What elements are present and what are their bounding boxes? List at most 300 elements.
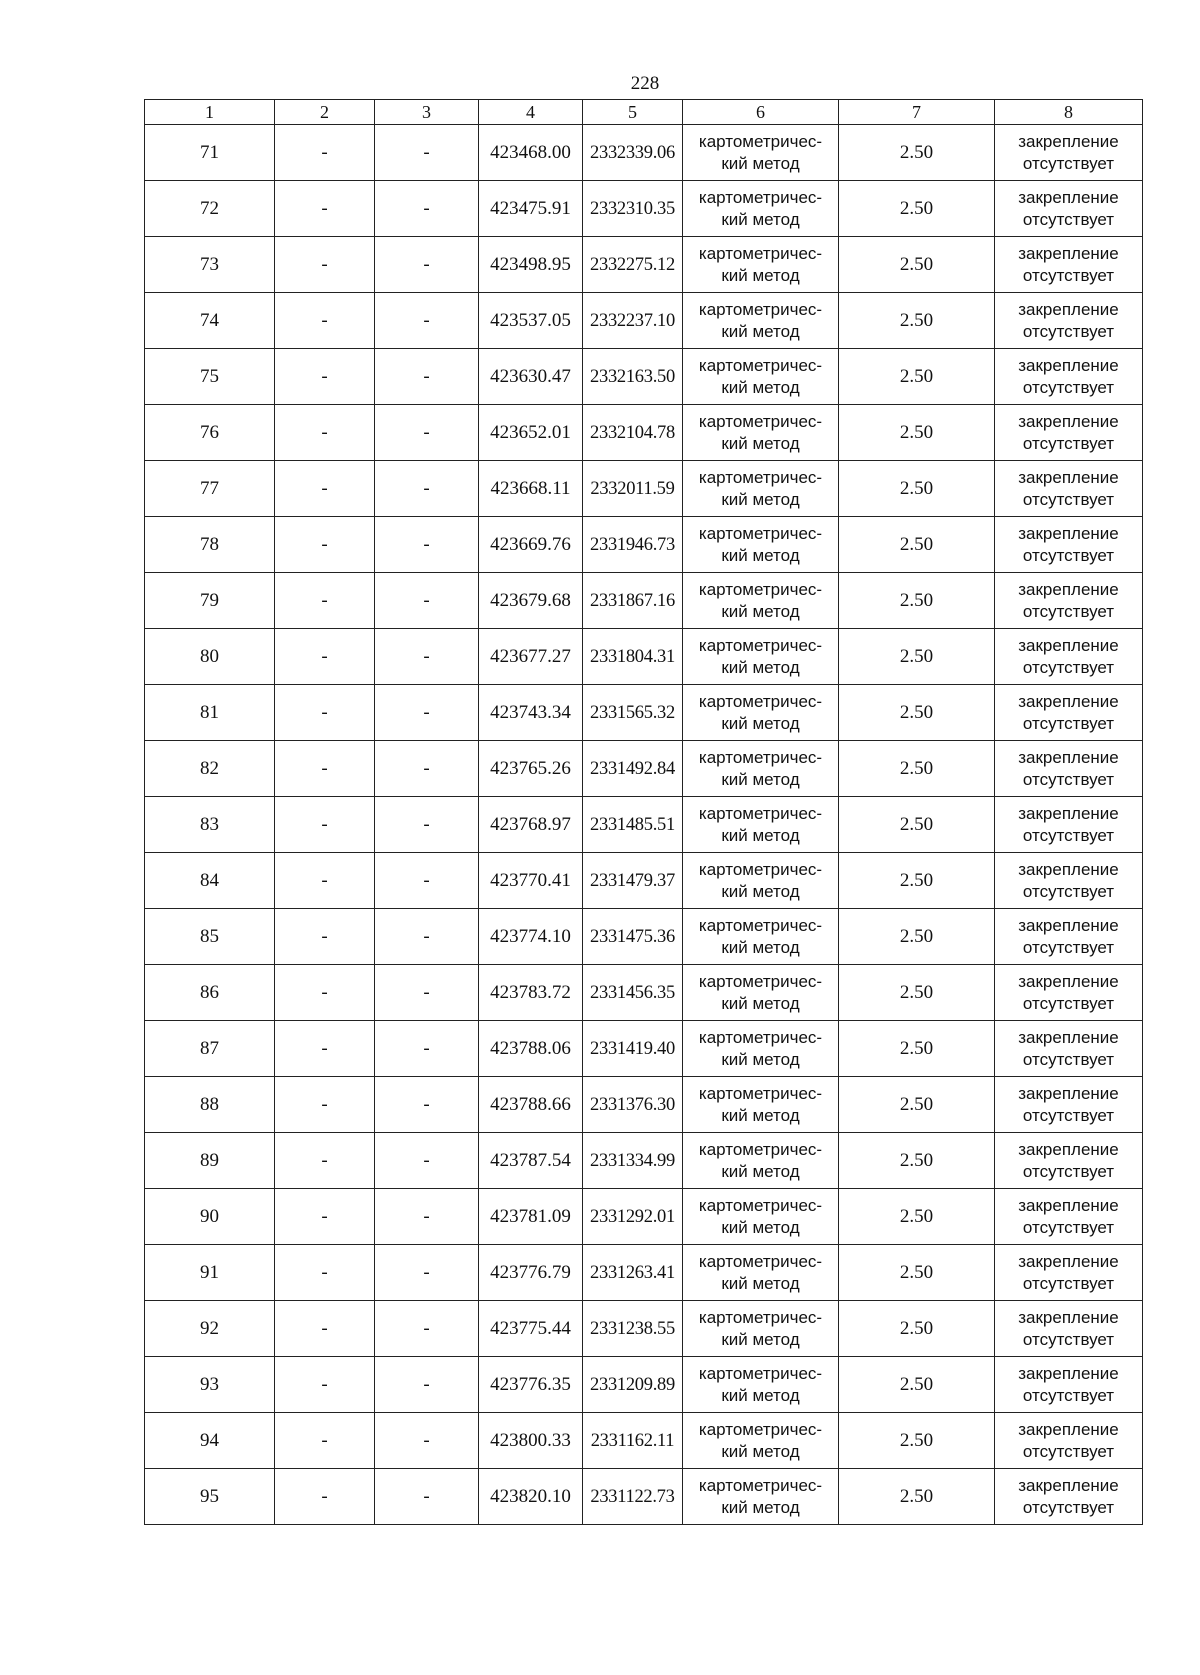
fixing-description-cell bbox=[995, 741, 1143, 797]
fixing-line: отсутствует bbox=[1022, 937, 1115, 957]
accuracy-cell: 2.50 bbox=[839, 1021, 995, 1077]
col2-cell: - bbox=[275, 573, 375, 629]
point-number-cell: 93 bbox=[145, 1357, 275, 1413]
x-coordinate-cell: 423677.27 bbox=[479, 629, 583, 685]
x-coordinate-cell: 423652.01 bbox=[479, 405, 583, 461]
fixing-line: закрепление bbox=[1018, 859, 1119, 879]
table-row bbox=[145, 741, 1143, 797]
fixing-description-cell bbox=[995, 573, 1143, 629]
point-number-cell: 77 bbox=[145, 461, 275, 517]
fixing-line: отсутствует bbox=[1022, 433, 1115, 453]
table-row bbox=[145, 1301, 1143, 1357]
table-row bbox=[145, 461, 1143, 517]
method-cell bbox=[683, 853, 839, 909]
x-coordinate-cell: 423498.95 bbox=[479, 237, 583, 293]
col2-cell: - bbox=[275, 853, 375, 909]
table-row bbox=[145, 181, 1143, 237]
method-line: картометричес- bbox=[698, 915, 823, 935]
column-header: 2 bbox=[275, 100, 375, 125]
point-number-cell: 71 bbox=[145, 125, 275, 181]
point-number-cell: 76 bbox=[145, 405, 275, 461]
method-line: кий метод bbox=[721, 1161, 800, 1181]
col3-cell: - bbox=[375, 1469, 479, 1525]
method-cell bbox=[683, 1301, 839, 1357]
method-line: картометричес- bbox=[698, 1027, 823, 1047]
fixing-line: отсутствует bbox=[1022, 1441, 1115, 1461]
col3-cell: - bbox=[375, 181, 479, 237]
fixing-description-cell bbox=[995, 237, 1143, 293]
y-coordinate-cell: 2331162.11 bbox=[583, 1413, 683, 1469]
method-line: кий метод bbox=[721, 1273, 800, 1293]
col3-cell: - bbox=[375, 685, 479, 741]
y-coordinate-cell: 2331456.35 bbox=[583, 965, 683, 1021]
fixing-description-cell bbox=[995, 965, 1143, 1021]
method-line: картометричес- bbox=[698, 523, 823, 543]
fixing-description-cell bbox=[995, 909, 1143, 965]
col3-cell: - bbox=[375, 573, 479, 629]
method-cell bbox=[683, 237, 839, 293]
method-line: кий метод bbox=[721, 825, 800, 845]
fixing-line: отсутствует bbox=[1022, 545, 1115, 565]
accuracy-cell: 2.50 bbox=[839, 741, 995, 797]
table-row bbox=[145, 125, 1143, 181]
method-line: картометричес- bbox=[698, 1251, 823, 1271]
method-cell bbox=[683, 685, 839, 741]
method-cell bbox=[683, 1133, 839, 1189]
table-header-row bbox=[145, 100, 1143, 125]
y-coordinate-cell: 2331804.31 bbox=[583, 629, 683, 685]
method-line: картометричес- bbox=[698, 747, 823, 767]
col2-cell: - bbox=[275, 685, 375, 741]
table-row bbox=[145, 1133, 1143, 1189]
table-row bbox=[145, 797, 1143, 853]
accuracy-cell: 2.50 bbox=[839, 1077, 995, 1133]
fixing-line: закрепление bbox=[1018, 187, 1119, 207]
col2-cell: - bbox=[275, 1357, 375, 1413]
y-coordinate-cell: 2331238.55 bbox=[583, 1301, 683, 1357]
point-number-cell: 79 bbox=[145, 573, 275, 629]
method-line: картометричес- bbox=[698, 579, 823, 599]
point-number-cell: 85 bbox=[145, 909, 275, 965]
method-line: кий метод bbox=[721, 265, 800, 285]
accuracy-cell: 2.50 bbox=[839, 965, 995, 1021]
accuracy-cell: 2.50 bbox=[839, 405, 995, 461]
fixing-description-cell bbox=[995, 1133, 1143, 1189]
method-line: кий метод bbox=[721, 1441, 800, 1461]
table-row bbox=[145, 237, 1143, 293]
col3-cell: - bbox=[375, 405, 479, 461]
fixing-line: закрепление bbox=[1018, 747, 1119, 767]
method-line: картометричес- bbox=[698, 1419, 823, 1439]
method-line: кий метод bbox=[721, 545, 800, 565]
fixing-description-cell bbox=[995, 1021, 1143, 1077]
x-coordinate-cell: 423679.68 bbox=[479, 573, 583, 629]
fixing-line: отсутствует bbox=[1022, 321, 1115, 341]
point-number-cell: 90 bbox=[145, 1189, 275, 1245]
table-row bbox=[145, 1021, 1143, 1077]
fixing-line: отсутствует bbox=[1022, 265, 1115, 285]
fixing-line: закрепление bbox=[1018, 691, 1119, 711]
accuracy-cell: 2.50 bbox=[839, 293, 995, 349]
table-row bbox=[145, 349, 1143, 405]
method-line: картометричес- bbox=[698, 971, 823, 991]
method-cell bbox=[683, 517, 839, 573]
method-line: картометричес- bbox=[698, 411, 823, 431]
column-header: 7 bbox=[839, 100, 995, 125]
method-cell bbox=[683, 965, 839, 1021]
accuracy-cell: 2.50 bbox=[839, 1189, 995, 1245]
method-cell bbox=[683, 405, 839, 461]
col2-cell: - bbox=[275, 517, 375, 573]
col3-cell: - bbox=[375, 1413, 479, 1469]
fixing-line: отсутствует bbox=[1022, 713, 1115, 733]
fixing-description-cell bbox=[995, 1413, 1143, 1469]
fixing-line: закрепление bbox=[1018, 131, 1119, 151]
x-coordinate-cell: 423630.47 bbox=[479, 349, 583, 405]
fixing-line: закрепление bbox=[1018, 243, 1119, 263]
column-header: 5 bbox=[583, 100, 683, 125]
x-coordinate-cell: 423743.34 bbox=[479, 685, 583, 741]
accuracy-cell: 2.50 bbox=[839, 517, 995, 573]
col3-cell: - bbox=[375, 965, 479, 1021]
fixing-line: закрепление bbox=[1018, 523, 1119, 543]
page-number: 228 bbox=[630, 73, 660, 94]
table-row bbox=[145, 293, 1143, 349]
method-line: кий метод bbox=[721, 601, 800, 621]
col2-cell: - bbox=[275, 349, 375, 405]
fixing-line: закрепление bbox=[1018, 635, 1119, 655]
fixing-description-cell bbox=[995, 797, 1143, 853]
fixing-line: отсутствует bbox=[1022, 1217, 1115, 1237]
y-coordinate-cell: 2332237.10 bbox=[583, 293, 683, 349]
method-cell bbox=[683, 181, 839, 237]
fixing-line: закрепление bbox=[1018, 467, 1119, 487]
col3-cell: - bbox=[375, 1133, 479, 1189]
point-number-cell: 94 bbox=[145, 1413, 275, 1469]
col3-cell: - bbox=[375, 1077, 479, 1133]
fixing-line: отсутствует bbox=[1022, 1161, 1115, 1181]
col2-cell: - bbox=[275, 1077, 375, 1133]
point-number-cell: 80 bbox=[145, 629, 275, 685]
y-coordinate-cell: 2331292.01 bbox=[583, 1189, 683, 1245]
method-line: картометричес- bbox=[698, 691, 823, 711]
method-cell bbox=[683, 797, 839, 853]
table-row bbox=[145, 909, 1143, 965]
method-line: картометричес- bbox=[698, 1475, 823, 1495]
col3-cell: - bbox=[375, 517, 479, 573]
fixing-line: отсутствует bbox=[1022, 1497, 1115, 1517]
accuracy-cell: 2.50 bbox=[839, 1133, 995, 1189]
point-number-cell: 88 bbox=[145, 1077, 275, 1133]
fixing-description-cell bbox=[995, 629, 1143, 685]
accuracy-cell: 2.50 bbox=[839, 1357, 995, 1413]
method-line: кий метод bbox=[721, 993, 800, 1013]
fixing-description-cell bbox=[995, 685, 1143, 741]
fixing-line: отсутствует bbox=[1022, 825, 1115, 845]
method-line: картометричес- bbox=[698, 803, 823, 823]
method-cell bbox=[683, 1077, 839, 1133]
method-line: кий метод bbox=[721, 657, 800, 677]
y-coordinate-cell: 2331475.36 bbox=[583, 909, 683, 965]
col3-cell: - bbox=[375, 237, 479, 293]
method-cell bbox=[683, 1357, 839, 1413]
accuracy-cell: 2.50 bbox=[839, 1245, 995, 1301]
method-line: картометричес- bbox=[698, 1083, 823, 1103]
method-cell bbox=[683, 909, 839, 965]
accuracy-cell: 2.50 bbox=[839, 349, 995, 405]
y-coordinate-cell: 2331122.73 bbox=[583, 1469, 683, 1525]
method-cell bbox=[683, 125, 839, 181]
method-line: картометричес- bbox=[698, 1363, 823, 1383]
accuracy-cell: 2.50 bbox=[839, 853, 995, 909]
fixing-description-cell bbox=[995, 405, 1143, 461]
accuracy-cell: 2.50 bbox=[839, 1301, 995, 1357]
point-number-cell: 82 bbox=[145, 741, 275, 797]
fixing-description-cell bbox=[995, 181, 1143, 237]
method-cell bbox=[683, 461, 839, 517]
method-line: картометричес- bbox=[698, 1307, 823, 1327]
y-coordinate-cell: 2332104.78 bbox=[583, 405, 683, 461]
point-number-cell: 87 bbox=[145, 1021, 275, 1077]
col2-cell: - bbox=[275, 125, 375, 181]
x-coordinate-cell: 423669.76 bbox=[479, 517, 583, 573]
point-number-cell: 73 bbox=[145, 237, 275, 293]
method-line: картометричес- bbox=[698, 467, 823, 487]
col2-cell: - bbox=[275, 1413, 375, 1469]
accuracy-cell: 2.50 bbox=[839, 181, 995, 237]
fixing-line: закрепление bbox=[1018, 1083, 1119, 1103]
x-coordinate-cell: 423770.41 bbox=[479, 853, 583, 909]
method-line: кий метод bbox=[721, 1049, 800, 1069]
table-row bbox=[145, 1469, 1143, 1525]
column-header: 4 bbox=[479, 100, 583, 125]
point-number-cell: 81 bbox=[145, 685, 275, 741]
y-coordinate-cell: 2332310.35 bbox=[583, 181, 683, 237]
method-line: кий метод bbox=[721, 153, 800, 173]
col2-cell: - bbox=[275, 1021, 375, 1077]
fixing-description-cell bbox=[995, 1189, 1143, 1245]
point-number-cell: 78 bbox=[145, 517, 275, 573]
fixing-description-cell bbox=[995, 1301, 1143, 1357]
x-coordinate-cell: 423468.00 bbox=[479, 125, 583, 181]
point-number-cell: 83 bbox=[145, 797, 275, 853]
point-number-cell: 86 bbox=[145, 965, 275, 1021]
method-line: картометричес- bbox=[698, 355, 823, 375]
fixing-line: закрепление bbox=[1018, 971, 1119, 991]
y-coordinate-cell: 2332011.59 bbox=[583, 461, 683, 517]
point-number-cell: 92 bbox=[145, 1301, 275, 1357]
accuracy-cell: 2.50 bbox=[839, 685, 995, 741]
boundary-points-table bbox=[144, 99, 1143, 1525]
y-coordinate-cell: 2331492.84 bbox=[583, 741, 683, 797]
fixing-line: отсутствует bbox=[1022, 1105, 1115, 1125]
fixing-line: закрепление bbox=[1018, 1363, 1119, 1383]
fixing-description-cell bbox=[995, 1469, 1143, 1525]
fixing-line: отсутствует bbox=[1022, 769, 1115, 789]
method-line: кий метод bbox=[721, 1497, 800, 1517]
fixing-line: закрепление bbox=[1018, 355, 1119, 375]
x-coordinate-cell: 423787.54 bbox=[479, 1133, 583, 1189]
x-coordinate-cell: 423788.66 bbox=[479, 1077, 583, 1133]
col3-cell: - bbox=[375, 1357, 479, 1413]
accuracy-cell: 2.50 bbox=[839, 1469, 995, 1525]
fixing-line: закрепление bbox=[1018, 299, 1119, 319]
method-line: кий метод bbox=[721, 489, 800, 509]
y-coordinate-cell: 2331263.41 bbox=[583, 1245, 683, 1301]
col3-cell: - bbox=[375, 741, 479, 797]
fixing-line: отсутствует bbox=[1022, 1049, 1115, 1069]
x-coordinate-cell: 423776.79 bbox=[479, 1245, 583, 1301]
col3-cell: - bbox=[375, 797, 479, 853]
method-cell bbox=[683, 1413, 839, 1469]
method-cell bbox=[683, 1021, 839, 1077]
accuracy-cell: 2.50 bbox=[839, 237, 995, 293]
table-row bbox=[145, 1189, 1143, 1245]
col2-cell: - bbox=[275, 741, 375, 797]
col3-cell: - bbox=[375, 125, 479, 181]
col2-cell: - bbox=[275, 181, 375, 237]
col3-cell: - bbox=[375, 293, 479, 349]
col3-cell: - bbox=[375, 629, 479, 685]
x-coordinate-cell: 423781.09 bbox=[479, 1189, 583, 1245]
col2-cell: - bbox=[275, 1301, 375, 1357]
accuracy-cell: 2.50 bbox=[839, 573, 995, 629]
y-coordinate-cell: 2331334.99 bbox=[583, 1133, 683, 1189]
y-coordinate-cell: 2331946.73 bbox=[583, 517, 683, 573]
x-coordinate-cell: 423788.06 bbox=[479, 1021, 583, 1077]
y-coordinate-cell: 2331565.32 bbox=[583, 685, 683, 741]
fixing-description-cell bbox=[995, 1245, 1143, 1301]
col2-cell: - bbox=[275, 629, 375, 685]
col3-cell: - bbox=[375, 1021, 479, 1077]
method-line: кий метод bbox=[721, 881, 800, 901]
table-row bbox=[145, 1357, 1143, 1413]
table-row bbox=[145, 1245, 1143, 1301]
y-coordinate-cell: 2331479.37 bbox=[583, 853, 683, 909]
method-line: кий метод bbox=[721, 713, 800, 733]
fixing-line: закрепление bbox=[1018, 1195, 1119, 1215]
fixing-line: отсутствует bbox=[1022, 1329, 1115, 1349]
point-number-cell: 89 bbox=[145, 1133, 275, 1189]
x-coordinate-cell: 423800.33 bbox=[479, 1413, 583, 1469]
accuracy-cell: 2.50 bbox=[839, 797, 995, 853]
method-line: кий метод bbox=[721, 937, 800, 957]
method-line: картометричес- bbox=[698, 243, 823, 263]
fixing-line: отсутствует bbox=[1022, 1385, 1115, 1405]
fixing-line: отсутствует bbox=[1022, 153, 1115, 173]
fixing-description-cell bbox=[995, 853, 1143, 909]
y-coordinate-cell: 2332275.12 bbox=[583, 237, 683, 293]
method-cell bbox=[683, 293, 839, 349]
col3-cell: - bbox=[375, 1245, 479, 1301]
y-coordinate-cell: 2331419.40 bbox=[583, 1021, 683, 1077]
col2-cell: - bbox=[275, 1469, 375, 1525]
x-coordinate-cell: 423668.11 bbox=[479, 461, 583, 517]
col3-cell: - bbox=[375, 349, 479, 405]
fixing-description-cell bbox=[995, 349, 1143, 405]
table-row bbox=[145, 853, 1143, 909]
col3-cell: - bbox=[375, 909, 479, 965]
fixing-line: закрепление bbox=[1018, 1475, 1119, 1495]
table-row bbox=[145, 405, 1143, 461]
col2-cell: - bbox=[275, 1189, 375, 1245]
y-coordinate-cell: 2331376.30 bbox=[583, 1077, 683, 1133]
method-line: кий метод bbox=[721, 1105, 800, 1125]
fixing-line: отсутствует bbox=[1022, 601, 1115, 621]
x-coordinate-cell: 423765.26 bbox=[479, 741, 583, 797]
method-line: картометричес- bbox=[698, 1195, 823, 1215]
column-header: 3 bbox=[375, 100, 479, 125]
col2-cell: - bbox=[275, 293, 375, 349]
method-line: картометричес- bbox=[698, 131, 823, 151]
accuracy-cell: 2.50 bbox=[839, 909, 995, 965]
col2-cell: - bbox=[275, 461, 375, 517]
fixing-description-cell bbox=[995, 125, 1143, 181]
col3-cell: - bbox=[375, 1301, 479, 1357]
method-line: картометричес- bbox=[698, 635, 823, 655]
accuracy-cell: 2.50 bbox=[839, 461, 995, 517]
table-row bbox=[145, 685, 1143, 741]
method-line: кий метод bbox=[721, 769, 800, 789]
fixing-line: отсутствует bbox=[1022, 377, 1115, 397]
col2-cell: - bbox=[275, 237, 375, 293]
method-line: картометричес- bbox=[698, 1139, 823, 1159]
point-number-cell: 91 bbox=[145, 1245, 275, 1301]
table-row bbox=[145, 629, 1143, 685]
method-line: картометричес- bbox=[698, 187, 823, 207]
method-line: кий метод bbox=[721, 377, 800, 397]
column-header: 1 bbox=[145, 100, 275, 125]
y-coordinate-cell: 2331867.16 bbox=[583, 573, 683, 629]
y-coordinate-cell: 2332339.06 bbox=[583, 125, 683, 181]
method-cell bbox=[683, 629, 839, 685]
accuracy-cell: 2.50 bbox=[839, 1413, 995, 1469]
method-line: кий метод bbox=[721, 209, 800, 229]
method-cell bbox=[683, 349, 839, 405]
fixing-line: отсутствует bbox=[1022, 657, 1115, 677]
x-coordinate-cell: 423783.72 bbox=[479, 965, 583, 1021]
fixing-line: закрепление bbox=[1018, 411, 1119, 431]
x-coordinate-cell: 423475.91 bbox=[479, 181, 583, 237]
x-coordinate-cell: 423775.44 bbox=[479, 1301, 583, 1357]
fixing-line: закрепление bbox=[1018, 803, 1119, 823]
fixing-line: закрепление bbox=[1018, 1419, 1119, 1439]
col2-cell: - bbox=[275, 909, 375, 965]
x-coordinate-cell: 423776.35 bbox=[479, 1357, 583, 1413]
fixing-line: отсутствует bbox=[1022, 489, 1115, 509]
fixing-line: закрепление bbox=[1018, 579, 1119, 599]
column-header: 8 bbox=[995, 100, 1143, 125]
fixing-line: отсутствует bbox=[1022, 881, 1115, 901]
table-row bbox=[145, 1077, 1143, 1133]
table-row bbox=[145, 965, 1143, 1021]
col2-cell: - bbox=[275, 1133, 375, 1189]
point-number-cell: 72 bbox=[145, 181, 275, 237]
point-number-cell: 95 bbox=[145, 1469, 275, 1525]
fixing-description-cell bbox=[995, 1357, 1143, 1413]
method-line: кий метод bbox=[721, 433, 800, 453]
method-line: картометричес- bbox=[698, 299, 823, 319]
method-cell bbox=[683, 1245, 839, 1301]
col3-cell: - bbox=[375, 1189, 479, 1245]
col3-cell: - bbox=[375, 853, 479, 909]
accuracy-cell: 2.50 bbox=[839, 125, 995, 181]
point-number-cell: 75 bbox=[145, 349, 275, 405]
fixing-line: отсутствует bbox=[1022, 1273, 1115, 1293]
x-coordinate-cell: 423537.05 bbox=[479, 293, 583, 349]
point-number-cell: 84 bbox=[145, 853, 275, 909]
method-cell bbox=[683, 573, 839, 629]
